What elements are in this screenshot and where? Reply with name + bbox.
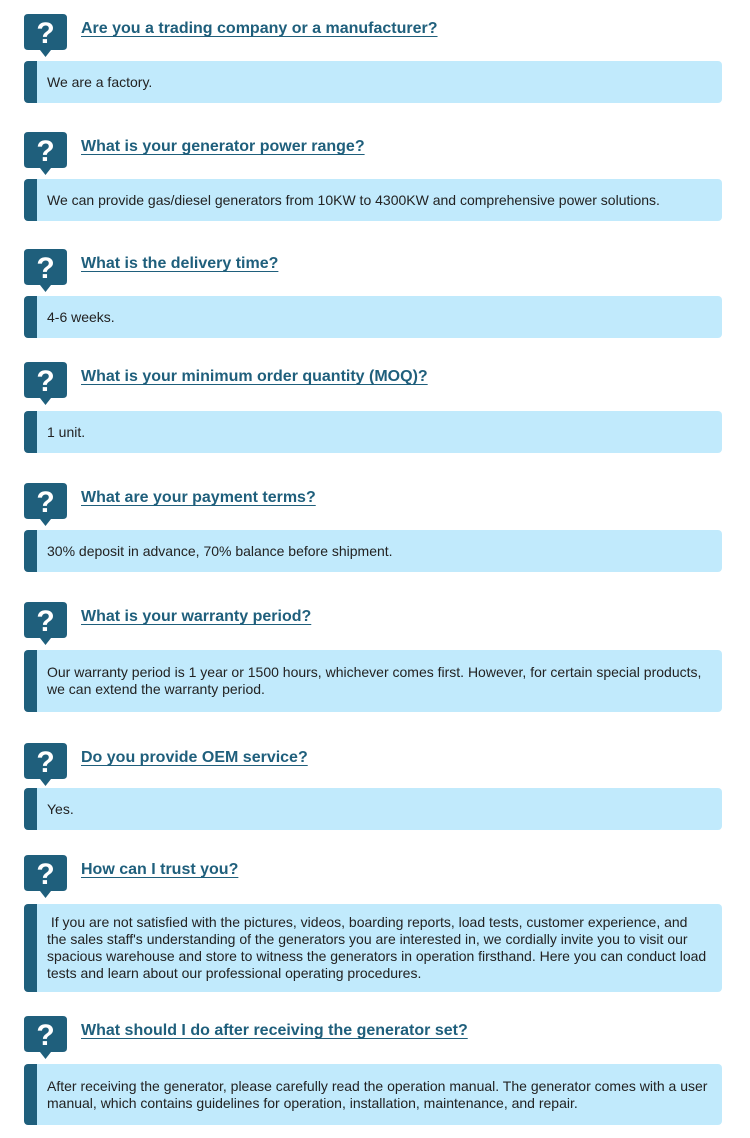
svg-text:?: ? [36, 858, 55, 891]
faq-question-row[interactable] [24, 743, 724, 787]
svg-text:?: ? [36, 486, 55, 519]
svg-text:?: ? [36, 17, 55, 50]
faq-answer [24, 530, 722, 572]
faq-answer-text: 1 unit. [47, 423, 86, 440]
faq-answer [24, 1064, 722, 1125]
faq-question[interactable]: Are you a trading company or a manufacturer? [81, 20, 438, 37]
question-bubble-icon [24, 14, 67, 58]
faq-question-row[interactable] [24, 855, 724, 899]
faq-answer [24, 904, 722, 992]
faq-answer-text: 4-6 weeks. [47, 308, 115, 325]
question-bubble-icon [24, 362, 67, 406]
faq-answer [24, 61, 722, 103]
question-bubble-icon [24, 1016, 67, 1060]
faq-answer [24, 411, 722, 453]
faq-answer-text: After receiving the generator, please carefully read the operation manual. The generator comes with a user manual, which contains guidelines for operation, installation, maintenance, and repair. [47, 1077, 712, 1111]
question-bubble-icon [24, 743, 67, 787]
faq-question[interactable]: How can I trust you? [81, 861, 239, 878]
faq-question[interactable]: Do you provide OEM service? [81, 749, 308, 766]
question-bubble-icon [24, 602, 67, 646]
question-bubble-icon [24, 249, 67, 293]
faq-question[interactable]: What are your payment terms? [81, 489, 316, 506]
faq-answer [24, 296, 722, 338]
svg-text:?: ? [36, 252, 55, 285]
faq-question[interactable]: What is the delivery time? [81, 255, 279, 272]
faq-answer [24, 788, 722, 830]
faq-question-row[interactable] [24, 132, 724, 176]
faq-question[interactable]: What is your minimum order quantity (MOQ)? [81, 368, 428, 385]
svg-text:?: ? [36, 135, 55, 168]
faq-answer-text: We can provide gas/diesel generators from 10KW to 4300KW and comprehensive power solutions. [47, 191, 660, 208]
faq-question-row[interactable] [24, 249, 724, 293]
faq-question-row[interactable] [24, 602, 724, 646]
question-bubble-icon [24, 483, 67, 527]
faq-answer-text: 30% deposit in advance, 70% balance before shipment. [47, 542, 393, 559]
question-bubble-icon [24, 132, 67, 176]
faq-answer-text: Yes. [47, 800, 74, 817]
faq-question[interactable]: What is your generator power range? [81, 138, 365, 155]
svg-text:?: ? [36, 1019, 55, 1052]
faq-answer [24, 179, 722, 221]
faq-question[interactable]: What should I do after receiving the generator set? [81, 1022, 468, 1039]
faq-question-row[interactable] [24, 483, 724, 527]
faq-question[interactable]: What is your warranty period? [81, 608, 312, 625]
svg-text:?: ? [36, 605, 55, 638]
svg-text:?: ? [36, 365, 55, 398]
faq-question-row[interactable] [24, 362, 724, 406]
faq-answer-text: If you are not satisfied with the pictures, videos, boarding reports, load tests, customer experience, and the sales staff's understanding of the generators you are interested in, we cordially invite you to visit our spacious warehouse and store to witness the generators in operation firsthand. Here you can conduct load tests and learn about our professional operating procedures. [47, 914, 711, 981]
faq-question-row[interactable] [24, 14, 724, 58]
svg-text:?: ? [36, 746, 55, 779]
faq-answer-text: We are a factory. [47, 73, 153, 90]
faq-question-row[interactable] [24, 1016, 724, 1060]
question-bubble-icon [24, 855, 67, 899]
faq-answer [24, 650, 722, 712]
faq-answer-text: Our warranty period is 1 year or 1500 hours, whichever comes first. However, for certain special products, we can extend the warranty period. [47, 664, 706, 697]
